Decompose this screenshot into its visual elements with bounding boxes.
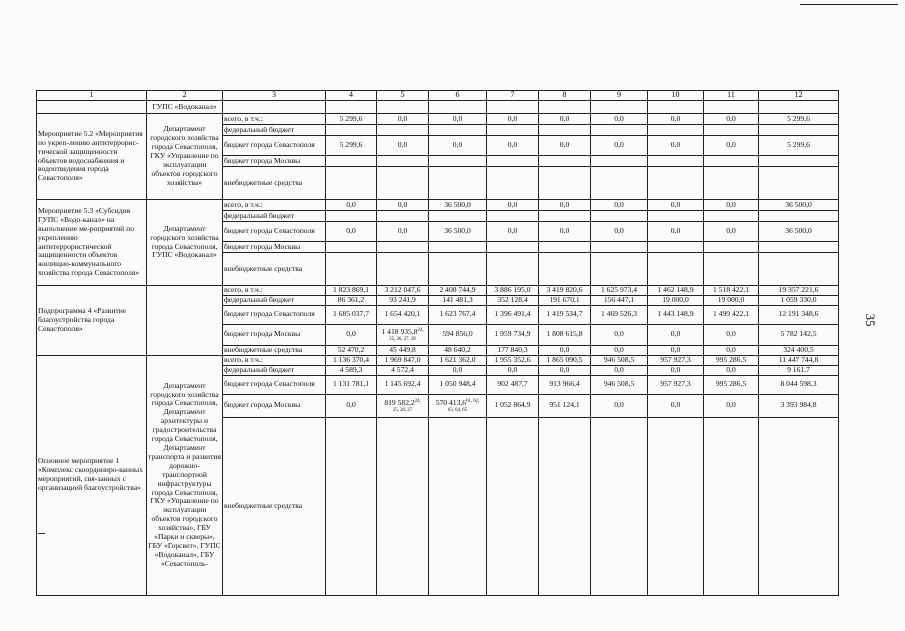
amount-cell: 1 621 362,0: [429, 355, 487, 365]
amount-cell: [648, 253, 704, 286]
amount-cell: [759, 417, 839, 595]
footnote-ref: 24,: [417, 327, 424, 333]
amount-cell: 957 927,3: [648, 375, 704, 394]
amount-cell: 0,0: [648, 394, 704, 417]
header-cell: 10: [648, 91, 704, 101]
amount-cell: [377, 167, 429, 200]
amount-cell: 5 299,6: [326, 136, 377, 156]
amount-cell: 946 508,5: [591, 355, 648, 365]
amount-cell: [326, 156, 377, 167]
amount-cell: 0,0: [648, 222, 704, 242]
amount-cell: 0,0: [487, 136, 539, 156]
amount-cell: 0,0: [648, 136, 704, 156]
amount-cell: [377, 125, 429, 136]
amount-cell: 3 419 820,6: [539, 286, 591, 296]
amount-cell: [539, 156, 591, 167]
funding-source-cell: бюджет города Севастополя: [223, 305, 326, 324]
amount-cell: 1 443 148,9: [648, 305, 704, 324]
amount-cell: 1 623 767,4: [429, 305, 487, 324]
amount-cell: [648, 417, 704, 595]
amount-cell: 36 500,0: [759, 222, 839, 242]
amount-cell: 12 191 348,6: [759, 305, 839, 324]
amount-cell: 1 059 330,0: [759, 295, 839, 305]
amount-cell: 52 470,2: [326, 345, 377, 355]
funding-source-cell: внебюджетные средства: [223, 253, 326, 286]
funding-source-cell: всего, в т.ч.:: [223, 200, 326, 211]
amount-cell: [377, 394, 429, 417]
amount-cell: 1 823 869,1: [326, 286, 377, 296]
amount-cell: 0,0: [648, 324, 704, 345]
amount-cell: [539, 417, 591, 595]
amount-cell: 0,0: [539, 114, 591, 125]
amount-cell: 19 000,0: [648, 295, 704, 305]
amount-cell: 0,0: [377, 114, 429, 125]
amount-cell: 5 782 142,5: [759, 324, 839, 345]
amount-cell: [759, 167, 839, 200]
activity-name-cell: Мероприятие 5.2 «Мероприятия по укреп-лению антитеррорис-тической защищенности объектов водоснабжения и водоотведения города Севастополя»: [37, 114, 147, 200]
amount-cell: 156 447,1: [591, 295, 648, 305]
amount-cell: [487, 417, 539, 595]
amount-cell: 0,0: [429, 136, 487, 156]
amount-cell: 0,0: [704, 365, 759, 375]
amount-cell: [759, 125, 839, 136]
amount-cell: 177 840,3: [487, 345, 539, 355]
amount-cell: [759, 253, 839, 286]
header-cell: 7: [487, 91, 539, 101]
amount-cell: 4 589,3: [326, 365, 377, 375]
amount-cell: 0,0: [326, 324, 377, 345]
amount-cell: [648, 167, 704, 200]
amount-cell: 36 500,0: [429, 200, 487, 211]
amount-cell: [539, 125, 591, 136]
amount-cell: 45 449,8: [377, 345, 429, 355]
amount-cell: 86 361,2: [326, 295, 377, 305]
amount-cell: 0,0: [591, 200, 648, 211]
amount-cell: 19 000,0: [704, 295, 759, 305]
amount-cell: [326, 125, 377, 136]
header-cell: 9: [591, 91, 648, 101]
amount-cell: 1 462 148,9: [648, 286, 704, 296]
amount-cell: [648, 242, 704, 253]
header-cell: 6: [429, 91, 487, 101]
amount-cell: 1 050 948,4: [429, 375, 487, 394]
amount-cell: [704, 253, 759, 286]
executor-cell: ГУПС «Водоканал»: [147, 101, 223, 114]
funding-source-cell: всего, в т.ч.:: [223, 286, 326, 296]
amount-cell: 36 500,0: [429, 222, 487, 242]
amount-cell: 1 499 422,1: [704, 305, 759, 324]
amount-cell: [487, 125, 539, 136]
amount-cell: 19 357 221,6: [759, 286, 839, 296]
funding-source-cell: внебюджетные средства: [223, 417, 326, 595]
table-row: [37, 114, 839, 125]
amount-cell: 1 052 864,9: [487, 394, 539, 417]
footnote-ref: 25, 26, 27: [392, 407, 413, 413]
activity-name-cell: Подпрограмма 4 «Развитие благоустройства города Севастополя»: [37, 286, 147, 356]
amount-cell: 0,0: [704, 136, 759, 156]
amount-cell: [326, 253, 377, 286]
amount-cell: 1 419 534,7: [539, 305, 591, 324]
header-cell: 8: [539, 91, 591, 101]
funding-source-cell: бюджет города Москвы: [223, 156, 326, 167]
executor-cell: Департамент городского хозяйства города Севастополя, ГКУ «Управление по эксплуатации объектов городского хозяйства»: [147, 114, 223, 200]
amount-cell: [539, 211, 591, 222]
amount-cell: 1 136 370,4: [326, 355, 377, 365]
funding-source-cell: бюджет города Севастополя: [223, 136, 326, 156]
funding-source-cell: всего, в т.ч.:: [223, 114, 326, 125]
amount-cell: [759, 156, 839, 167]
amount-cell: [487, 156, 539, 167]
amount-cell: 0,0: [377, 200, 429, 211]
page-number: 35: [863, 313, 878, 327]
amount-cell: 1 969 847,0: [377, 355, 429, 365]
amount-cell: 9 161,7: [759, 365, 839, 375]
amount-cell: [591, 253, 648, 286]
amount-cell: 191 670,1: [539, 295, 591, 305]
amount-cell: 5 299,6: [759, 136, 839, 156]
amount-cell: 0,0: [487, 365, 539, 375]
amount-cell: [429, 156, 487, 167]
amount-cell: [591, 417, 648, 595]
amount-cell: [377, 242, 429, 253]
amount-cell: [648, 125, 704, 136]
amount-cell: 4 572,4: [377, 365, 429, 375]
amount-cell: 1 685 037,7: [326, 305, 377, 324]
amount-cell: [326, 417, 377, 595]
amount-cell: 0,0: [539, 136, 591, 156]
amount-cell: 902 487,7: [487, 375, 539, 394]
amount-cell: [429, 211, 487, 222]
funding-source-cell: бюджет города Москвы: [223, 242, 326, 253]
amount-cell: 0,0: [704, 200, 759, 211]
amount-cell: 0,0: [704, 114, 759, 125]
amount-cell: 0,0: [539, 365, 591, 375]
executor-cell: Департамент городского хозяйства города Севастополя, ГУПС «Водоканал»: [147, 200, 223, 286]
amount-cell: [377, 324, 429, 345]
amount-cell: [377, 156, 429, 167]
amount-value: 570 413,6: [435, 397, 467, 407]
amount-cell: 352 128,4: [487, 295, 539, 305]
amount-cell: 0,0: [487, 200, 539, 211]
amount-cell: 1 625 973,4: [591, 286, 648, 296]
amount-cell: 0,0: [704, 222, 759, 242]
amount-cell: [648, 211, 704, 222]
amount-cell: [429, 242, 487, 253]
amount-cell: 36 500,0: [759, 200, 839, 211]
executor-cell: Департамент городского хозяйства города Севастополя, Департамент архитектуры и градостроительства города Севастополя, Департамент транспорта и развития дорожно-транспортной инфраструктуры города Севастополя, ГКУ «Управление по эксплуатации объектов городского хозяйства», ГБУ «Парки и скверы», ГБУ «Горсвет», ГУПС «Водоканал», ГБУ «Севастополь-: [147, 355, 223, 595]
amount-cell: 1 808 615,8: [539, 324, 591, 345]
amount-cell: 1 518 422,1: [704, 286, 759, 296]
amount-cell: [429, 125, 487, 136]
amount-cell: 913 966,4: [539, 375, 591, 394]
funding-source-cell: федеральный бюджет: [223, 295, 326, 305]
amount-cell: [487, 242, 539, 253]
amount-cell: 93 241,9: [377, 295, 429, 305]
budget-table: [36, 90, 839, 596]
amount-cell: [539, 167, 591, 200]
amount-cell: 0,0: [704, 394, 759, 417]
continuation-row: [37, 101, 839, 114]
amount-cell: 946 508,5: [591, 375, 648, 394]
amount-cell: 0,0: [539, 200, 591, 211]
amount-cell: 0,0: [377, 136, 429, 156]
amount-cell: 0,0: [377, 222, 429, 242]
footnote-ref: 24,: [414, 398, 421, 404]
amount-cell: [704, 156, 759, 167]
amount-cell: 5 299,6: [759, 114, 839, 125]
header-cell: 2: [147, 91, 223, 101]
amount-cell: 5 299,6: [326, 114, 377, 125]
amount-cell: [326, 211, 377, 222]
amount-cell: [591, 211, 648, 222]
amount-cell: 1 955 352,6: [487, 355, 539, 365]
footnote-ref: 61, 62,: [466, 398, 480, 404]
amount-cell: 324 400,5: [759, 345, 839, 355]
header-cell: 4: [326, 91, 377, 101]
top-rule: [800, 4, 898, 5]
amount-cell: 0,0: [429, 365, 487, 375]
funding-source-cell: федеральный бюджет: [223, 365, 326, 375]
amount-cell: 0,0: [704, 345, 759, 355]
amount-cell: 0,0: [487, 114, 539, 125]
amount-cell: 0,0: [487, 222, 539, 242]
amount-cell: [759, 211, 839, 222]
amount-cell: 1 959 734,9: [487, 324, 539, 345]
amount-cell: [704, 211, 759, 222]
amount-cell: [704, 242, 759, 253]
amount-cell: 8 044 598,3: [759, 375, 839, 394]
footnote-ref: 25, 26, 27, 28: [389, 336, 416, 342]
amount-cell: [591, 242, 648, 253]
amount-cell: 0,0: [326, 394, 377, 417]
amount-cell: 0,0: [539, 222, 591, 242]
header-cell: 12: [759, 91, 839, 101]
amount-cell: [429, 253, 487, 286]
amount-cell: 594 856,0: [429, 324, 487, 345]
amount-cell: 3 393 984,8: [759, 394, 839, 417]
amount-cell: [377, 211, 429, 222]
footnote-ref: 63, 64, 65: [447, 407, 468, 413]
amount-cell: 0,0: [539, 345, 591, 355]
amount-cell: [377, 417, 429, 595]
amount-value: 1 418 935,8: [381, 326, 418, 336]
amount-cell: 1 865 090,5: [539, 355, 591, 365]
amount-cell: 11 447 744,8: [759, 355, 839, 365]
funding-source-cell: федеральный бюджет: [223, 125, 326, 136]
amount-cell: [539, 253, 591, 286]
amount-cell: 0,0: [591, 114, 648, 125]
funding-source-cell: федеральный бюджет: [223, 211, 326, 222]
amount-cell: [429, 394, 487, 417]
amount-cell: 0,0: [591, 324, 648, 345]
amount-cell: 0,0: [648, 114, 704, 125]
amount-cell: 0,0: [326, 222, 377, 242]
amount-cell: 0,0: [591, 365, 648, 375]
amount-cell: [487, 167, 539, 200]
amount-cell: 0,0: [591, 345, 648, 355]
funding-source-cell: бюджет города Севастополя: [223, 375, 326, 394]
amount-cell: 995 286,5: [704, 375, 759, 394]
amount-cell: 0,0: [591, 394, 648, 417]
header-cell: 11: [704, 91, 759, 101]
amount-cell: 0,0: [429, 114, 487, 125]
table-row: [37, 355, 839, 365]
amount-cell: 995 286,5: [704, 355, 759, 365]
amount-cell: 0,0: [648, 200, 704, 211]
amount-cell: 1 469 526,3: [591, 305, 648, 324]
funding-source-cell: внебюджетные средства: [223, 345, 326, 355]
funding-source-cell: всего, в т.ч.:: [223, 355, 326, 365]
amount-cell: 0,0: [591, 136, 648, 156]
amount-cell: [377, 253, 429, 286]
amount-cell: [487, 211, 539, 222]
amount-cell: 141 481,3: [429, 295, 487, 305]
amount-cell: [539, 242, 591, 253]
amount-cell: 951 124,1: [539, 394, 591, 417]
amount-cell: 48 640,2: [429, 345, 487, 355]
amount-cell: [591, 125, 648, 136]
amount-cell: [704, 417, 759, 595]
amount-cell: 0,0: [326, 200, 377, 211]
amount-cell: [326, 167, 377, 200]
amount-cell: 0,0: [704, 324, 759, 345]
header-cell: 1: [37, 91, 147, 101]
amount-cell: [648, 156, 704, 167]
amount-cell: 2 408 744,9: [429, 286, 487, 296]
amount-cell: [487, 253, 539, 286]
funding-source-cell: внебюджетные средства: [223, 167, 326, 200]
funding-source-cell: бюджет города Москвы: [223, 324, 326, 345]
amount-cell: 1 654 420,1: [377, 305, 429, 324]
amount-cell: 1 131 781,1: [326, 375, 377, 394]
amount-value: 819 582,2: [384, 397, 415, 407]
amount-cell: [429, 167, 487, 200]
amount-cell: [326, 242, 377, 253]
activity-name-cell: Мероприятие 5.3 «Субсидия ГУПС «Водо-канал» на выполнение ме-роприятий по укреплению антитеррористической защищенности объектов жилищно-коммунального хозяйства города Севастополя»: [37, 200, 147, 286]
amount-cell: [591, 167, 648, 200]
activity-name-cell: Основное мероприятие 1 «Комплекс скоординиро-ванных мероприятий, свя-занных с организацией благоустройства»: [37, 355, 147, 595]
amount-cell: [704, 167, 759, 200]
amount-cell: 0,0: [648, 365, 704, 375]
header-cell: 3: [223, 91, 326, 101]
header-cell: 5: [377, 91, 429, 101]
amount-cell: [704, 125, 759, 136]
funding-source-cell: бюджет города Москвы: [223, 394, 326, 417]
amount-cell: 1 396 491,4: [487, 305, 539, 324]
executor-cell: [147, 286, 223, 356]
header-row: [37, 91, 839, 101]
amount-cell: [591, 156, 648, 167]
amount-cell: [759, 242, 839, 253]
amount-cell: 1 145 692,4: [377, 375, 429, 394]
amount-cell: 3 886 195,0: [487, 286, 539, 296]
amount-cell: [429, 417, 487, 595]
amount-cell: 0,0: [591, 222, 648, 242]
table-row: [37, 200, 839, 211]
funding-source-cell: бюджет города Севастополя: [223, 222, 326, 242]
amount-cell: 3 212 047,6: [377, 286, 429, 296]
amount-cell: 0,0: [648, 345, 704, 355]
table-row: [37, 286, 839, 296]
amount-cell: 957 927,3: [648, 355, 704, 365]
continuation-cell: [37, 101, 147, 114]
